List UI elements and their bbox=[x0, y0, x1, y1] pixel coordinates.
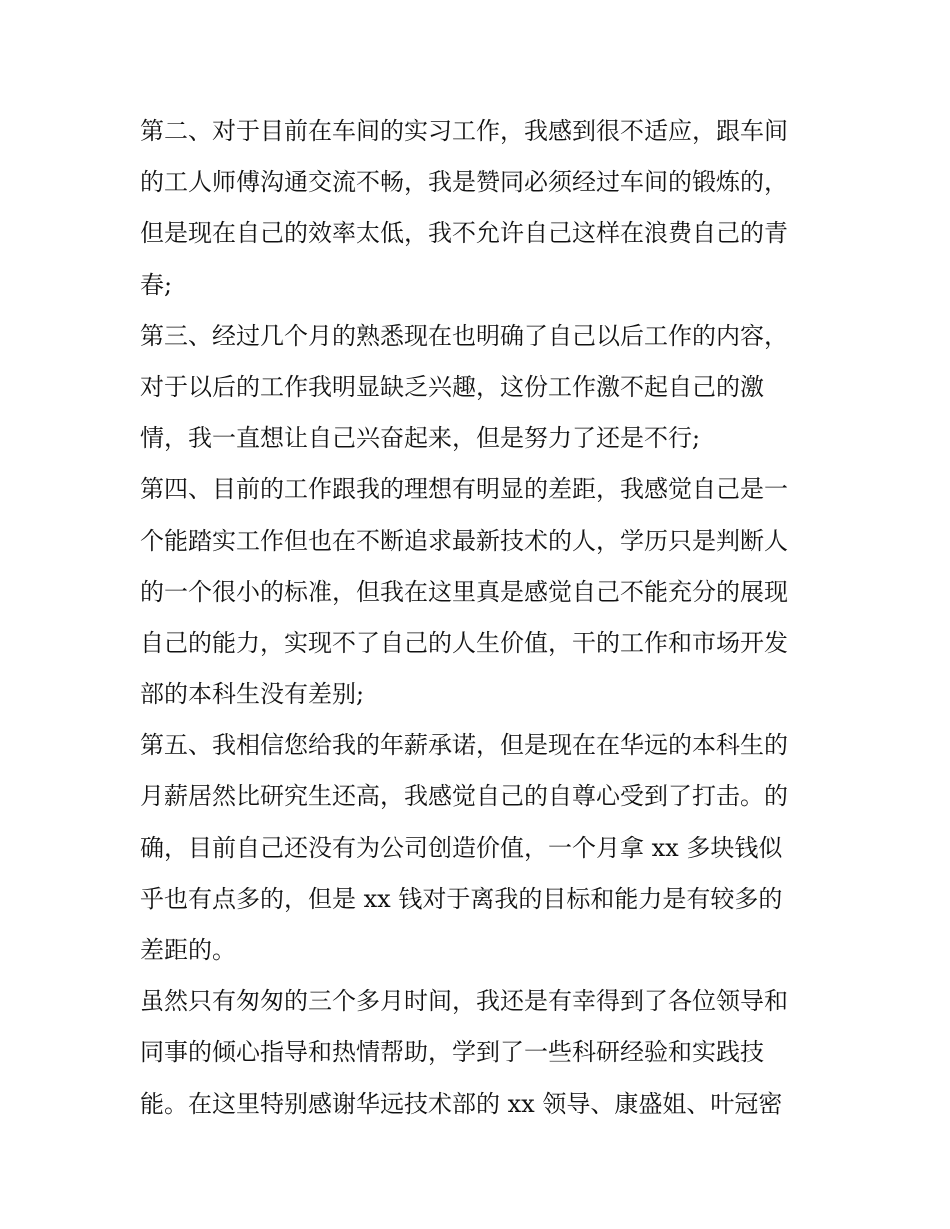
text-line: 第三、经过几个月的熟悉现在也明确了自己以后工作的内容， bbox=[140, 321, 788, 350]
text-line: 自己的能力，实现不了自己的人生价值，干的工作和市场开发 bbox=[140, 628, 788, 657]
text-line: 月薪居然比研究生还高，我感觉自己的自尊心受到了打击。的 bbox=[140, 782, 788, 811]
text-line: 能。在这里特别感谢华远技术部的 xx 领导、康盛姐、叶冠密 bbox=[140, 1089, 783, 1118]
text-line: 第二、对于目前在车间的实习工作，我感到很不适应，跟车间 bbox=[140, 117, 788, 145]
text-line: 第四、目前的工作跟我的理想有明显的差距，我感觉自己是一 bbox=[140, 475, 788, 504]
text-line: 的工人师傅沟通交流不畅，我是赞同必须经过车间的锻炼的， bbox=[140, 168, 788, 197]
text-line: 春; bbox=[140, 270, 173, 299]
text-line: 但是现在自己的效率太低，我不允许自己这样在浪费自己的青 bbox=[140, 219, 788, 248]
text-line: 虽然只有匆匆的三个多月时间，我还是有幸得到了各位领导和 bbox=[140, 987, 788, 1016]
text-line: 的一个很小的标准，但我在这里真是感觉自己不能充分的展现 bbox=[140, 577, 788, 606]
text-line: 部的本科生没有差别; bbox=[140, 680, 365, 709]
text-line: 乎也有点多的，但是 xx 钱对于离我的目标和能力是有较多的 bbox=[140, 884, 783, 913]
text-line: 确，目前自己还没有为公司创造价值，一个月拿 xx 多块钱似 bbox=[140, 833, 783, 862]
text-line: 同事的倾心指导和热情帮助，学到了一些科研经验和实践技 bbox=[140, 1038, 764, 1067]
document-body bbox=[140, 106, 820, 1130]
text-line: 对于以后的工作我明显缺乏兴趣，这份工作激不起自己的激 bbox=[140, 372, 764, 401]
text-line: 情，我一直想让自己兴奋起来，但是努力了还是不行; bbox=[140, 424, 701, 453]
text-line: 第五、我相信您给我的年薪承诺，但是现在在华远的本科生的 bbox=[140, 731, 788, 760]
text-line: 个能踏实工作但也在不断追求最新技术的人，学历只是判断人 bbox=[140, 526, 788, 555]
text-line: 差距的。 bbox=[140, 936, 236, 964]
